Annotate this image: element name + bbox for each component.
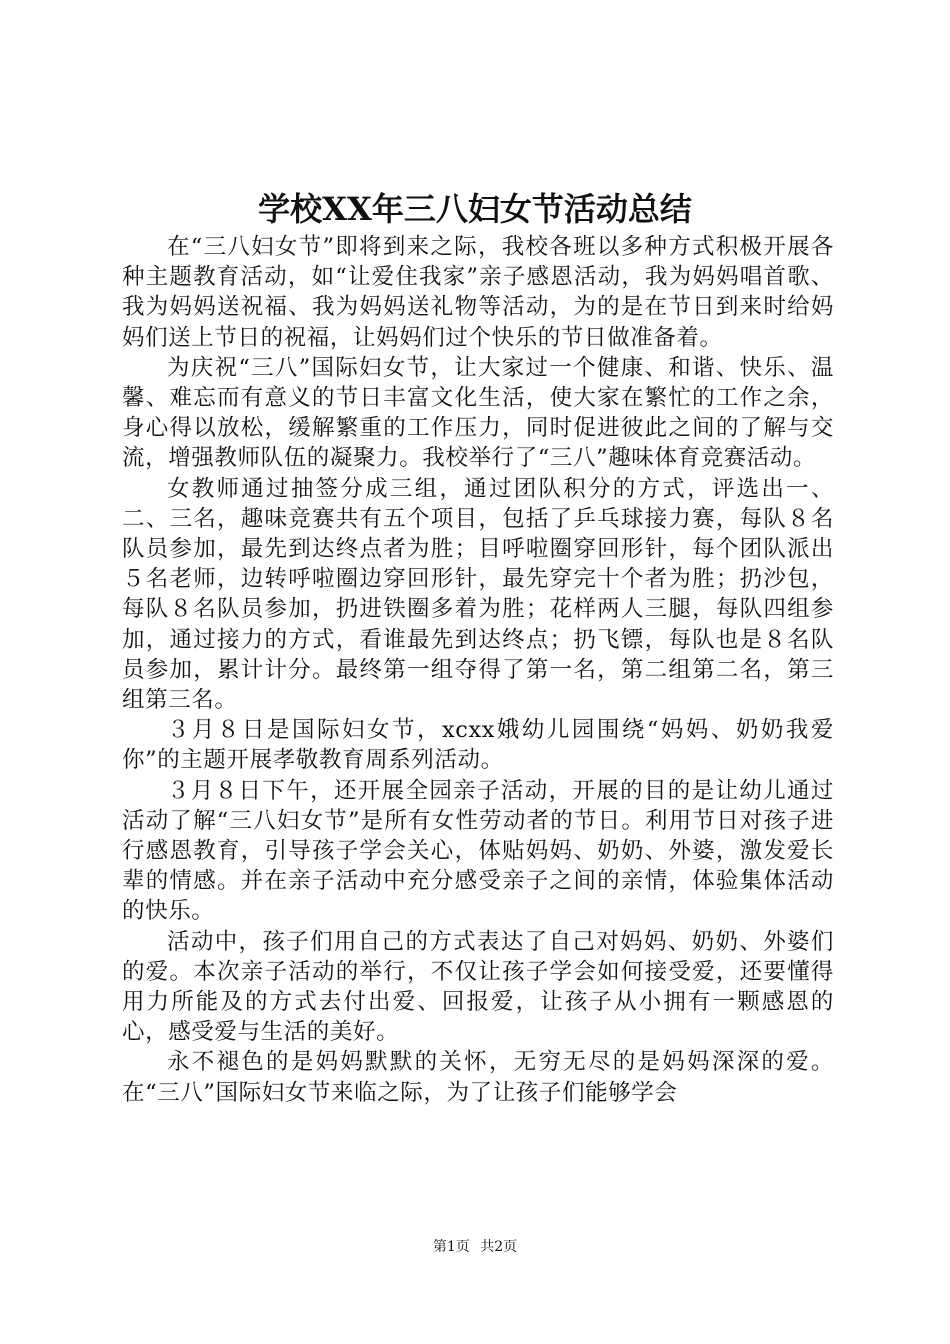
page-number: 第1页 xyxy=(432,1239,470,1255)
paragraph-3: 女教师通过抽签分成三组，通过团队积分的方式，评选出一、二、三名，趣味竞赛共有五个项目，包括了乒乓球接力赛，每队８名队员参加，最先到达终点者为胜；目呼啦圈穿回形针，每个团队派出５名老师，边转呼啦圈边穿回形针，最先穿完十个者为胜；扔沙包，每队８名队员参加，扔进铁圈多着为胜；花样两人三腿，每队四组参加，通过接力的方式，看谁最先到达终点；扔飞镖，每队也是８名队员参加，累计计分。最终第一组夺得了第一名，第二组第二名，第三组第三名。 xyxy=(122,475,834,714)
paragraph-1: 在“三八妇女节”即将到来之际，我校各班以多种方式积极开展各种主题教育活动，如“让爱住我家”亲子感恩活动，我为妈妈唱首歌、我为妈妈送祝福、我为妈妈送礼物等活动，为的是在节日到来时给妈妈们送上节日的祝福，让妈妈们过个快乐的节日做准备着。 xyxy=(122,234,834,351)
paragraph-6: 活动中，孩子们用自己的方式表达了自己对妈妈、奶奶、外婆们的爱。本次亲子活动的举行，不仅让孩子学会如何接受爱，还要懂得用力所能及的方式去付出爱、回报爱，让孩子从小拥有一颗感恩的心，感受爱与生活的美好。 xyxy=(122,928,834,1046)
page-total: 共2页 xyxy=(480,1239,518,1255)
paragraph-5: ３月８日下午，还开展全园亲子活动，开展的目的是让幼儿通过活动了解“三八妇女节”是所有女性劳动者的节日。利用节日对孩子进行感恩教育，引导孩子学会关心，体贴妈妈、奶奶、外婆，激发爱长辈的情感。并在亲子活动中充分感受亲子之间的亲情，体验集体活动的快乐。 xyxy=(122,777,834,925)
paragraph-7: 永不褪色的是妈妈默默的关怀，无穷无尽的是妈妈深深的爱。在“三八”国际妇女节来临之际，为了让孩子们能够学会 xyxy=(122,1049,834,1106)
document-body xyxy=(122,232,834,1108)
paragraph-4: ３月８日是国际妇女节，xcxx娥幼儿园围绕“妈妈、奶奶我爱你”的主题开展孝敬教育周系列活动。 xyxy=(122,717,834,774)
page-footer xyxy=(0,1237,950,1257)
document-title: 学校XX年三八妇女节活动总结 xyxy=(258,190,692,228)
paragraph-2: 为庆祝“三八”国际妇女节，让大家过一个健康、和谐、快乐、温馨、难忘而有意义的节日丰富文化生活，使大家在繁忙的工作之余，身心得以放松，缓解繁重的工作压力，同时促进彼此之间的了解与交流，增强教师队伍的凝聚力。我校举行了“三八”趣味体育竞赛活动。 xyxy=(122,354,834,472)
